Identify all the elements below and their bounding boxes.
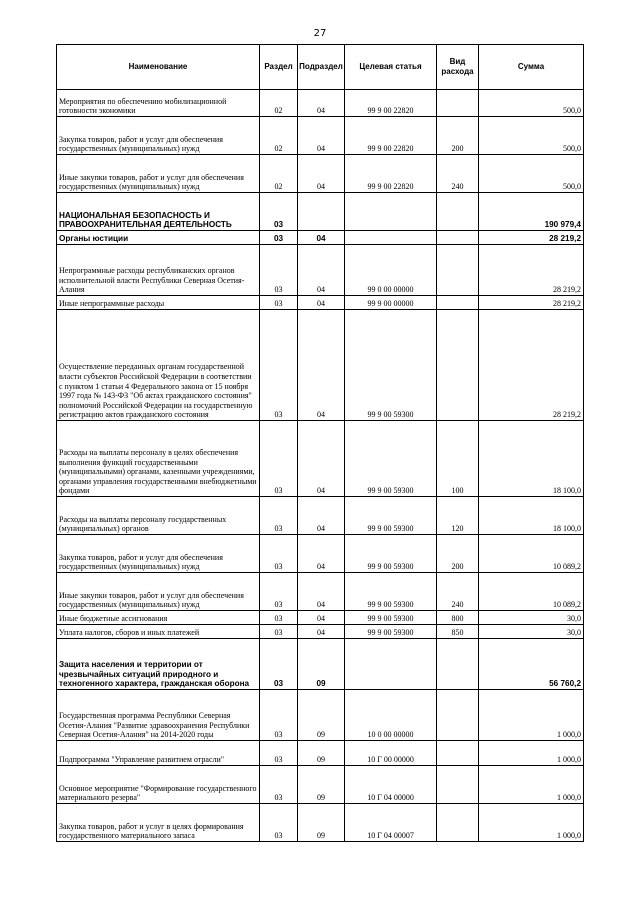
table-header-row: [57, 45, 584, 90]
header-type: Вид расхода: [437, 45, 479, 90]
row-name: Иные непрограммные расходы: [57, 296, 260, 310]
table-row: [57, 535, 584, 573]
row-subsection: 04: [298, 231, 345, 245]
row-type: [437, 690, 479, 741]
row-name: Осуществление переданных органам государственной власти субъектов Российской Федерации в соответствии с пунктом 1 статьи 4 Федерального закона от 15 ноября 1997 года № 143-ФЗ "Об актах гражданского состояния" полномочий Российской Федерации на государственную регистрацию актов гражданского состояния: [57, 310, 260, 421]
row-type: 240: [437, 573, 479, 611]
row-sum: 30,0: [479, 625, 584, 639]
row-type: [437, 310, 479, 421]
table-row: [57, 611, 584, 625]
row-section: 03: [260, 193, 298, 231]
row-name: Мероприятия по обеспечению мобилизационной готовности экономики: [57, 90, 260, 117]
row-sum: 1 000,0: [479, 804, 584, 842]
row-target: 10 Г 04 00007: [345, 804, 437, 842]
row-type: 850: [437, 625, 479, 639]
row-section: 03: [260, 497, 298, 535]
row-section: 03: [260, 690, 298, 741]
table-row: [57, 155, 584, 193]
row-sum: 10 089,2: [479, 535, 584, 573]
row-section: 03: [260, 421, 298, 497]
row-type: 100: [437, 421, 479, 497]
row-type: [437, 741, 479, 766]
row-name: Подпрограмма "Управление развитием отрасли": [57, 741, 260, 766]
row-type: [437, 245, 479, 296]
row-subsection: 04: [298, 535, 345, 573]
row-name: Иные закупки товаров, работ и услуг для обеспечения государственных (муниципальных) нужд: [57, 155, 260, 193]
table-row: [57, 231, 584, 245]
row-name: Закупка товаров, работ и услуг в целях формирования государственного материального запаса: [57, 804, 260, 842]
row-type: [437, 804, 479, 842]
row-section: 03: [260, 611, 298, 625]
row-name: Закупка товаров, работ и услуг для обеспечения государственных (муниципальных) нужд: [57, 535, 260, 573]
table-row: [57, 245, 584, 296]
row-subsection: 04: [298, 611, 345, 625]
row-target: 10 Г 04 00000: [345, 766, 437, 804]
row-section: 03: [260, 231, 298, 245]
row-target: 99 9 00 59300: [345, 611, 437, 625]
row-type: 120: [437, 497, 479, 535]
row-subsection: 09: [298, 639, 345, 690]
row-sum: 28 219,2: [479, 296, 584, 310]
row-name: Основное мероприятие "Формирование государственного материального резерва": [57, 766, 260, 804]
row-subsection: 04: [298, 117, 345, 155]
table-row: [57, 766, 584, 804]
row-target: 99 9 00 59300: [345, 310, 437, 421]
row-target: 99 9 00 59300: [345, 497, 437, 535]
row-sum: 28 219,2: [479, 310, 584, 421]
row-target: 99 9 00 22820: [345, 90, 437, 117]
table-row: [57, 690, 584, 741]
row-sum: 28 219,2: [479, 245, 584, 296]
row-section: 03: [260, 804, 298, 842]
row-subsection: 04: [298, 573, 345, 611]
row-type: [437, 296, 479, 310]
row-subsection: 09: [298, 766, 345, 804]
table-row: [57, 804, 584, 842]
row-subsection: 04: [298, 90, 345, 117]
row-section: 03: [260, 573, 298, 611]
row-section: 03: [260, 535, 298, 573]
row-type: 240: [437, 155, 479, 193]
row-section: 02: [260, 155, 298, 193]
row-section: 03: [260, 639, 298, 690]
row-subsection: 04: [298, 310, 345, 421]
row-section: 03: [260, 296, 298, 310]
row-name: Расходы на выплаты персоналу в целях обеспечения выполнения функций государственными (муниципальными) органами, казенными учреждениями, органами управления государственными внебюджетными фондами: [57, 421, 260, 497]
row-type: [437, 766, 479, 804]
row-target: 99 0 00 00000: [345, 245, 437, 296]
header-subsection: Подраздел: [298, 45, 345, 90]
row-target: [345, 231, 437, 245]
row-target: 10 0 00 00000: [345, 690, 437, 741]
row-target: 99 9 00 22820: [345, 155, 437, 193]
row-subsection: 04: [298, 296, 345, 310]
row-name: Защита населения и территории от чрезвычайных ситуаций природного и техногенного характера, гражданская оборона: [57, 639, 260, 690]
header-section: Раздел: [260, 45, 298, 90]
row-subsection: 04: [298, 497, 345, 535]
row-target: 99 9 00 22820: [345, 117, 437, 155]
budget-table: [56, 44, 584, 842]
row-name: Иные бюджетные ассигнования: [57, 611, 260, 625]
row-target: [345, 193, 437, 231]
header-sum: Сумма: [479, 45, 584, 90]
table-row: [57, 296, 584, 310]
row-sum: 190 979,4: [479, 193, 584, 231]
row-sum: 18 100,0: [479, 421, 584, 497]
row-type: 200: [437, 117, 479, 155]
row-type: 200: [437, 535, 479, 573]
header-name: Наименование: [57, 45, 260, 90]
table-row: [57, 90, 584, 117]
row-subsection: 04: [298, 245, 345, 296]
row-sum: 1 000,0: [479, 766, 584, 804]
row-subsection: 04: [298, 421, 345, 497]
row-name: Непрограммные расходы республиканских органов исполнительной власти Республики Северная Осетия-Алания: [57, 245, 260, 296]
row-name: Закупка товаров, работ и услуг для обеспечения государственных (муниципальных) нужд: [57, 117, 260, 155]
row-subsection: 04: [298, 625, 345, 639]
row-sum: 30,0: [479, 611, 584, 625]
table-row: [57, 625, 584, 639]
row-target: 99 9 00 59300: [345, 535, 437, 573]
row-sum: 500,0: [479, 155, 584, 193]
row-sum: 500,0: [479, 90, 584, 117]
row-type: [437, 639, 479, 690]
row-sum: 28 219,2: [479, 231, 584, 245]
row-type: [437, 90, 479, 117]
table-row: [57, 193, 584, 231]
row-section: 03: [260, 245, 298, 296]
row-section: 03: [260, 766, 298, 804]
row-name: Уплата налогов, сборов и иных платежей: [57, 625, 260, 639]
row-target: 99 9 00 00000: [345, 296, 437, 310]
row-section: 02: [260, 117, 298, 155]
row-subsection: 09: [298, 741, 345, 766]
row-section: 03: [260, 625, 298, 639]
row-target: 99 9 00 59300: [345, 573, 437, 611]
row-sum: 18 100,0: [479, 497, 584, 535]
page-number: 27: [313, 28, 327, 39]
row-sum: 1 000,0: [479, 741, 584, 766]
row-sum: 500,0: [479, 117, 584, 155]
row-target: 99 9 00 59300: [345, 421, 437, 497]
row-sum: 56 760,2: [479, 639, 584, 690]
row-name: Иные закупки товаров, работ и услуг для обеспечения государственных (муниципальных) нужд: [57, 573, 260, 611]
row-sum: 1 000,0: [479, 690, 584, 741]
row-subsection: [298, 193, 345, 231]
table-row: [57, 421, 584, 497]
row-type: 800: [437, 611, 479, 625]
row-type: [437, 193, 479, 231]
table-row: [57, 741, 584, 766]
table-row: [57, 639, 584, 690]
row-subsection: 09: [298, 804, 345, 842]
table-body: [57, 90, 584, 842]
table-row: [57, 573, 584, 611]
row-name: Органы юстиции: [57, 231, 260, 245]
row-section: 02: [260, 90, 298, 117]
table-row: [57, 117, 584, 155]
row-type: [437, 231, 479, 245]
table-row: [57, 310, 584, 421]
row-target: 99 9 00 59300: [345, 625, 437, 639]
row-subsection: 09: [298, 690, 345, 741]
header-target: Целевая статья: [345, 45, 437, 90]
row-name: Государственная программа Республики Северная Осетия-Алания "Развитие здравоохранения Республики Северная Осетия-Алания" на 2014-2020 годы: [57, 690, 260, 741]
row-subsection: 04: [298, 155, 345, 193]
row-target: [345, 639, 437, 690]
table-row: [57, 497, 584, 535]
row-section: 03: [260, 310, 298, 421]
row-name: НАЦИОНАЛЬНАЯ БЕЗОПАСНОСТЬ И ПРАВООХРАНИТЕЛЬНАЯ ДЕЯТЕЛЬНОСТЬ: [57, 193, 260, 231]
row-name: Расходы на выплаты персоналу государственных (муниципальных) органов: [57, 497, 260, 535]
row-section: 03: [260, 741, 298, 766]
row-sum: 10 089,2: [479, 573, 584, 611]
row-target: 10 Г 00 00000: [345, 741, 437, 766]
